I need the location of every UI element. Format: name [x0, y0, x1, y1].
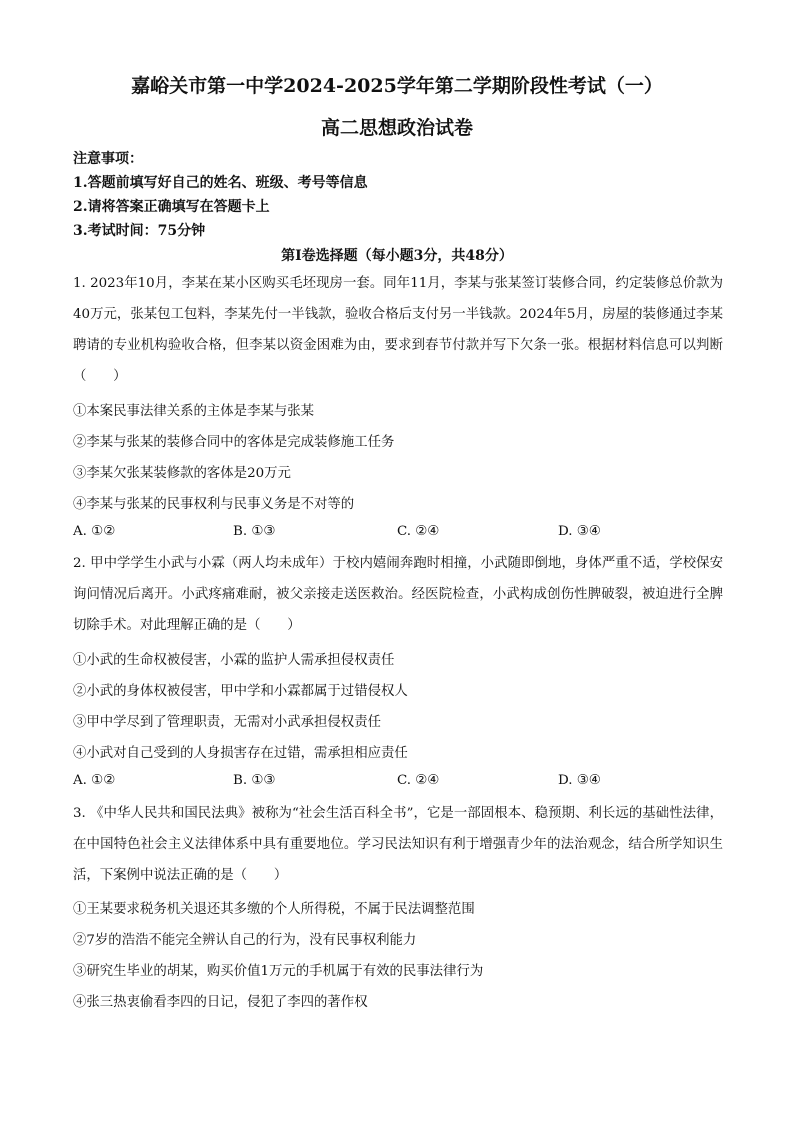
exam-title: 嘉峪关市第一中学2024-2025学年第二学期阶段性考试（一）	[131, 75, 663, 97]
exam-subtitle: 高二思想政治试卷	[320, 117, 473, 139]
question-3-stem: 3. 《中华人民共和国民法典》被称为“社会生活百科全书”，它是一部固根本、稳预期、利长远的基础性法律，在中国特色社会主义法律体系中具有重要地位。学习民法知识有利于增强青少年的法治观念，结合所学知识生活，下案例中说法正确的是（ ）	[73, 806, 723, 883]
question-2-choice-b: B. ①③	[233, 773, 276, 788]
question-1-stem: 1. 2023年10月，李某在某小区购买毛坯现房一套。同年11月，李某与张某签订装修合同，约定装修总价款为40万元，张某包工包料，李某先付一半钱款，验收合格后支付另一半钱款。2024年5月，房屋的装修通过李某聘请的专业机构验收合格，但李某以资金困难为由，要求到春节付款并写下欠条一张。根据材料信息可以判断（ ）	[73, 276, 723, 384]
question-3-option-3: ③研究生毕业的胡某，购买价值1万元的手机属于有效的民事法律行为	[73, 964, 484, 979]
question-2-option-3: ③甲中学尽到了管理职责，无需对小武承担侵权责任	[73, 715, 381, 730]
question-1-option-3: ③李某欠张某装修款的客体是20万元	[73, 466, 291, 481]
section-title: 第I卷选择题（每小题3分，共48分）	[281, 248, 513, 264]
question-1-choice-b: B. ①③	[233, 524, 276, 539]
question-1-option-4: ④李某与张某的民事权利与民事义务是不对等的	[73, 497, 355, 512]
question-2-choice-c: C. ②④	[397, 773, 440, 788]
question-2-choice-a: A. ①②	[73, 773, 116, 788]
question-2-option-1: ①小武的生命权被侵害，小霖的监护人需承担侵权责任	[73, 653, 395, 668]
question-2-choice-d: D. ③④	[558, 773, 601, 788]
question-3-option-2: ②7岁的浩浩不能完全辨认自己的行为，没有民事权利能力	[73, 933, 417, 948]
notice-item-1: 1.答题前填写好自己的姓名、班级、考号等信息	[73, 175, 368, 191]
question-1-choice-c: C. ②④	[397, 524, 440, 539]
question-1-option-2: ②李某与张某的装修合同中的客体是完成装修施工任务	[73, 435, 395, 450]
question-3-option-1: ①王某要求税务机关退还其多缴的个人所得税，不属于民法调整范围	[73, 902, 475, 917]
question-3-option-4: ④张三热衷偷看李四的日记，侵犯了李四的著作权	[73, 995, 368, 1010]
question-1-choice-a: A. ①②	[73, 524, 116, 539]
question-1-choice-d: D. ③④	[558, 524, 601, 539]
question-1-option-1: ①本案民事法律关系的主体是李某与张某	[73, 404, 315, 419]
notice-heading: 注意事项：	[73, 151, 143, 167]
notice-item-2: 2.请将答案正确填写在答题卡上	[73, 199, 270, 215]
question-2-option-2: ②小武的身体权被侵害，甲中学和小霖都属于过错侵权人	[73, 684, 408, 699]
question-2-option-4: ④小武对自己受到的人身损害存在过错，需承担相应责任	[73, 746, 408, 761]
notice-item-3: 3.考试时间：75分钟	[73, 223, 206, 239]
question-2-stem: 2. 甲中学学生小武与小霖（两人均未成年）于校内嬉闹奔跑时相撞，小武随即倒地，身体严重不适，学校保安询问情况后离开。小武疼痛难耐，被父亲接走送医救治。经医院检查，小武构成创伤性脾破裂，被迫进行全脾切除手术。对此理解正确的是（ ）	[73, 556, 723, 633]
